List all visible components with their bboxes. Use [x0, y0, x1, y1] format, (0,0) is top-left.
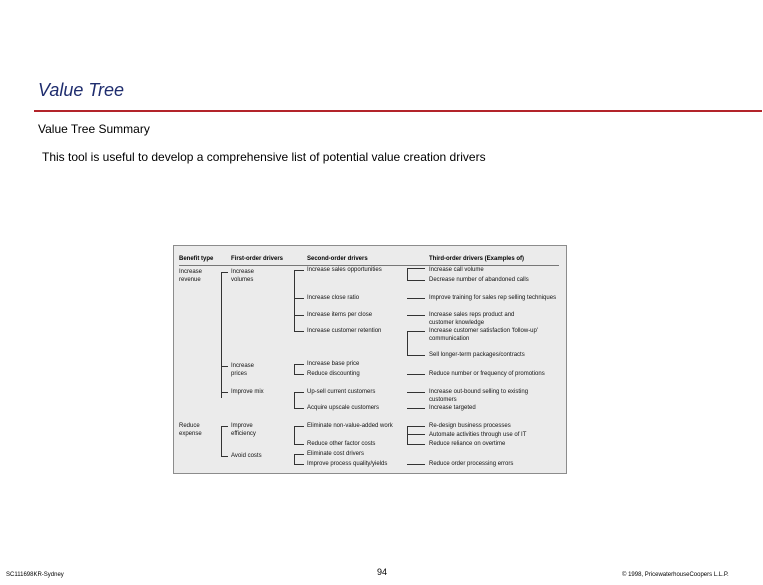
connector: [407, 408, 425, 409]
connector: [407, 464, 425, 465]
third-order-item: Reduce reliance on overtime: [429, 441, 506, 447]
value-tree-diagram: [173, 245, 567, 474]
first-order-improve-mix: Improve mix: [231, 389, 264, 395]
connector: [294, 315, 304, 316]
connector: [407, 426, 425, 427]
connector: [294, 426, 295, 444]
page-number: 94: [377, 567, 388, 577]
connector: [407, 280, 425, 281]
first-order-avoid-costs: Avoid costs: [231, 453, 262, 459]
page-subtitle: Value Tree Summary: [38, 122, 150, 136]
connector: [294, 426, 304, 427]
third-order-item: Improve training for sales rep selling techniques: [429, 295, 557, 301]
connector: [221, 392, 228, 393]
second-order-item: Reduce discounting: [307, 371, 360, 377]
second-order-item: Acquire upscale customers: [307, 405, 380, 411]
second-order-item: Increase items per close: [307, 312, 373, 318]
connector: [407, 298, 425, 299]
connector: [407, 392, 425, 393]
third-order-item: Increase sales reps product and customer knowledge: [429, 312, 515, 326]
page-title: Value Tree: [38, 80, 125, 100]
second-order-item: Eliminate cost drivers: [307, 451, 365, 457]
second-order-item: Increase sales opportunities: [307, 267, 382, 273]
third-order-item: Sell longer-term packages/contracts: [429, 352, 525, 358]
connector: [294, 454, 295, 464]
third-order-item: Increase out-bound selling to existing customers: [429, 389, 529, 403]
connector: [407, 268, 425, 269]
second-order-item: Up-sell current customers: [307, 389, 376, 395]
connector: [294, 408, 304, 409]
connector: [294, 444, 304, 445]
connector: [294, 364, 304, 365]
connector: [407, 331, 425, 332]
connector: [294, 392, 295, 408]
header-benefit-type: Benefit type: [179, 256, 214, 262]
title-divider: [34, 110, 762, 112]
third-order-item: Decrease number of abandoned calls: [429, 277, 529, 283]
connector: [294, 364, 295, 374]
second-order-item: Increase customer retention: [307, 328, 382, 334]
connector: [221, 426, 228, 427]
connector: [221, 456, 228, 457]
first-order-increase-prices: Increase prices: [231, 363, 255, 377]
benefit-increase-revenue: Increase revenue: [179, 269, 203, 283]
first-order-improve-efficiency: Improve efficiency: [231, 423, 256, 437]
third-order-item: Reduce number or frequency of promotions: [429, 371, 545, 377]
connector: [407, 355, 425, 356]
second-order-item: Eliminate non-value-added work: [307, 423, 393, 429]
connector: [221, 272, 222, 398]
third-order-item: Reduce order processing errors: [429, 461, 514, 467]
connector: [407, 426, 408, 444]
connector: [294, 298, 304, 299]
connector: [294, 464, 304, 465]
header-second-order: Second-order drivers: [307, 256, 368, 262]
connector: [407, 374, 425, 375]
header-third-order: Third-order drivers (Examples of): [429, 256, 525, 262]
second-order-item: Improve process quality/yields: [307, 461, 388, 467]
third-order-item: Increase customer satisfaction 'follow-up' communication: [429, 328, 539, 342]
third-order-item: Re-design business processes: [429, 423, 511, 429]
third-order-item: Increase targeted: [429, 405, 476, 411]
connector: [221, 272, 228, 273]
footer-document-id: SC111698KR-Sydney: [6, 572, 64, 578]
connector: [294, 454, 304, 455]
first-order-increase-volumes: Increase volumes: [231, 269, 255, 283]
second-order-item: Reduce other factor costs: [307, 441, 376, 447]
header-first-order: First-order drivers: [231, 256, 284, 262]
connector: [294, 270, 295, 332]
connector: [221, 366, 228, 367]
connector: [407, 434, 425, 435]
second-order-item: Increase close ratio: [307, 295, 360, 301]
second-order-item: Increase base price: [307, 361, 360, 367]
connector: [407, 315, 425, 316]
third-order-item: Increase call volume: [429, 267, 484, 273]
footer-copyright: © 1998, PricewaterhouseCoopers L.L.P.: [622, 572, 729, 578]
connector: [407, 268, 408, 280]
third-order-item: Automate activities through use of IT: [429, 432, 527, 438]
connector: [294, 331, 304, 332]
connector: [294, 270, 304, 271]
connector: [221, 426, 222, 456]
connector: [407, 331, 408, 355]
connector: [407, 444, 425, 445]
benefit-reduce-expense: Reduce expense: [179, 423, 202, 437]
connector: [294, 392, 304, 393]
page-description: This tool is useful to develop a comprehensive list of potential value creation drivers: [42, 150, 486, 164]
connector: [294, 374, 304, 375]
